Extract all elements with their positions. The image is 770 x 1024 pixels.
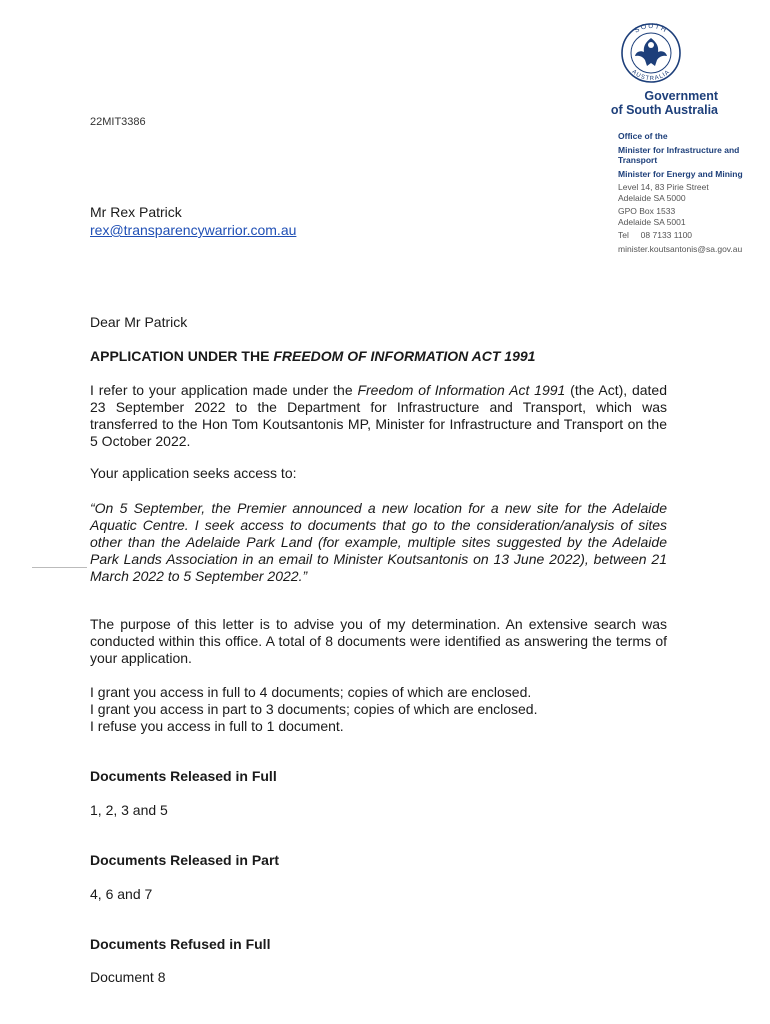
postal-address-1: GPO Box 1533 <box>618 206 676 216</box>
south-australia-crest-icon <box>616 22 686 84</box>
grant-part: I grant you access in part to 3 documents; copies of which are enclosed. <box>90 701 538 717</box>
section-value-refused-full: Document 8 <box>90 969 166 985</box>
para1-part-b: (the Act), dated 23 September 2022 to the Department for Infrastructure and Transport, which was transferred to the Hon Tom Koutsantonis MP, Minister for Infrastructure and Transport on the 5 October 2022. <box>90 382 667 449</box>
recipient-name: Mr Rex Patrick <box>90 204 182 220</box>
paragraph-application-reference <box>90 382 667 450</box>
svg-text:AUSTRALIA <box>630 69 671 82</box>
salutation: Dear Mr Patrick <box>90 314 188 330</box>
grant-full: I grant you access in full to 4 documents; copies of which are enclosed. <box>90 684 532 700</box>
reference-number: 22MIT3386 <box>90 116 146 128</box>
minister-title-1: Minister for Infrastructure and Transport <box>618 144 740 165</box>
application-quote: “On 5 September, the Premier announced a new location for a new site for the Adelaide Aquatic Centre. I seek access to documents that go to the consideration/analysis of sites other than the Adelaide Park Land (for example, multiple sites suggested by the Adelaide Park Lands Association in an email to Minister Koutsantonis on 13 June 2022), between 21 March 2022 to 5 September 2022.” <box>90 500 667 584</box>
section-value-released-part: 4, 6 and 7 <box>90 886 153 902</box>
recipient-block <box>90 203 296 239</box>
gov-line-1: Government <box>644 89 718 103</box>
margin-mark <box>32 567 87 568</box>
office-of: Office of the <box>618 131 668 141</box>
postal-address-2: Adelaide SA 5001 <box>618 216 686 227</box>
letter-heading <box>90 348 667 365</box>
telephone: Tel 08 7133 1100 <box>618 230 693 240</box>
paragraph-determination: The purpose of this letter is to advise you of my determination. An extensive search was conducted within this office. A total of 8 documents were identified as answering the terms of your application. <box>90 616 667 666</box>
recipient-email-link[interactable]: rex@transparencywarrior.com.au <box>90 222 297 238</box>
office-details <box>618 131 768 254</box>
street-address-1: Level 14, 83 Pirie Street <box>618 182 709 192</box>
government-name <box>572 89 718 117</box>
crest-text-top: SOUTH <box>633 22 669 35</box>
section-heading-released-part: Documents Released in Part <box>90 852 280 868</box>
heading-act: FREEDOM OF INFORMATION ACT 1991 <box>273 348 536 364</box>
paragraph-access-sought: Your application seeks access to: <box>90 465 297 481</box>
section-heading-released-full: Documents Released in Full <box>90 768 277 784</box>
heading-prefix: APPLICATION UNDER THE <box>90 348 274 364</box>
access-decisions <box>90 684 667 735</box>
refuse-full: I refuse you access in full to 1 document. <box>90 718 344 734</box>
gov-line-2: of South Australia <box>610 103 718 117</box>
office-email: minister.koutsantonis@sa.gov.au <box>618 243 743 254</box>
para1-act: Freedom of Information Act 1991 <box>357 382 566 398</box>
section-heading-refused-full: Documents Refused in Full <box>90 936 271 952</box>
para1-part-a: I refer to your application made under the <box>90 382 358 398</box>
crest-text-bottom: AUSTRALIA <box>630 69 672 83</box>
minister-title-2: Minister for Energy and Mining <box>618 168 743 179</box>
section-value-released-full: 1, 2, 3 and 5 <box>90 802 168 818</box>
street-address-2: Adelaide SA 5000 <box>618 192 686 203</box>
